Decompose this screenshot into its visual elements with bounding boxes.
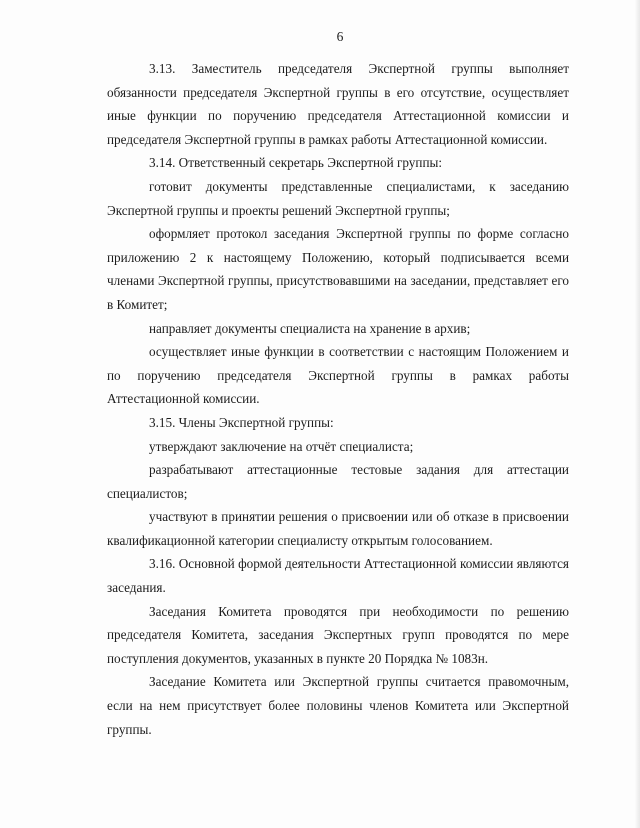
paragraph-3-15-heading: 3.15. Члены Экспертной группы: <box>149 414 334 430</box>
paragraph-secretary-protocol: оформляет протокол заседания Экспертной группы по форме согласно приложению 2 к настоящему Положению, который подписывается всеми членами Экспертной группы, присутствовавшими на заседании, представляет его в Комитет; <box>107 226 569 312</box>
paragraph-secretary-other: осуществляет иные функции в соответствии с настоящим Положением и по поручению председателя Экспертной группы в рамках работы Аттестационной комиссии. <box>107 344 569 407</box>
paragraph-secretary-archive: направляет документы специалиста на хранение в архив; <box>149 320 471 336</box>
paragraph-3-16: 3.16. Основной формой деятельности Аттестационной комиссии являются заседания. <box>107 556 569 596</box>
paragraph-members-develop: разрабатывают аттестационные тестовые задания для аттестации специалистов; <box>107 462 569 501</box>
paragraph-secretary-prepares: готовит документы представленные специалистами, к заседанию Экспертной группы и проекты решений Экспертной группы; <box>107 178 569 218</box>
paragraph-members-approve: утверждают заключение на отчёт специалиста; <box>149 438 414 454</box>
paragraph-3-14-heading: 3.14. Ответственный секретарь Экспертной группы: <box>149 155 443 171</box>
paragraph-3-13: 3.13. Заместитель председателя Экспертной группы выполняет обязанности председателя Экспертной группы в его отсутствие, осуществляет иные функции по поручению председателя Аттестационной комиссии и председателя Экспертной группы в рамках работы Аттестационной комиссии. <box>107 61 569 147</box>
document-body <box>107 57 569 741</box>
paragraph-quorum: Заседание Комитета или Экспертной группы считается правомочным, если на нем присутствует более половины членов Комитета или Экспертной группы. <box>107 674 569 737</box>
paragraph-members-vote: участвуют в принятии решения о присвоении или об отказе в присвоении квалификационной категории специалисту открытым голосованием. <box>107 509 569 548</box>
paragraph-committee-meetings: Заседания Комитета проводятся при необходимости по решению председателя Комитета, заседания Экспертных групп проводятся по мере поступления документов, указанных в пункте 20 Порядка № 1083н. <box>107 603 569 666</box>
page-number: 6 <box>336 29 344 44</box>
scan-edge-shadow <box>634 0 640 828</box>
